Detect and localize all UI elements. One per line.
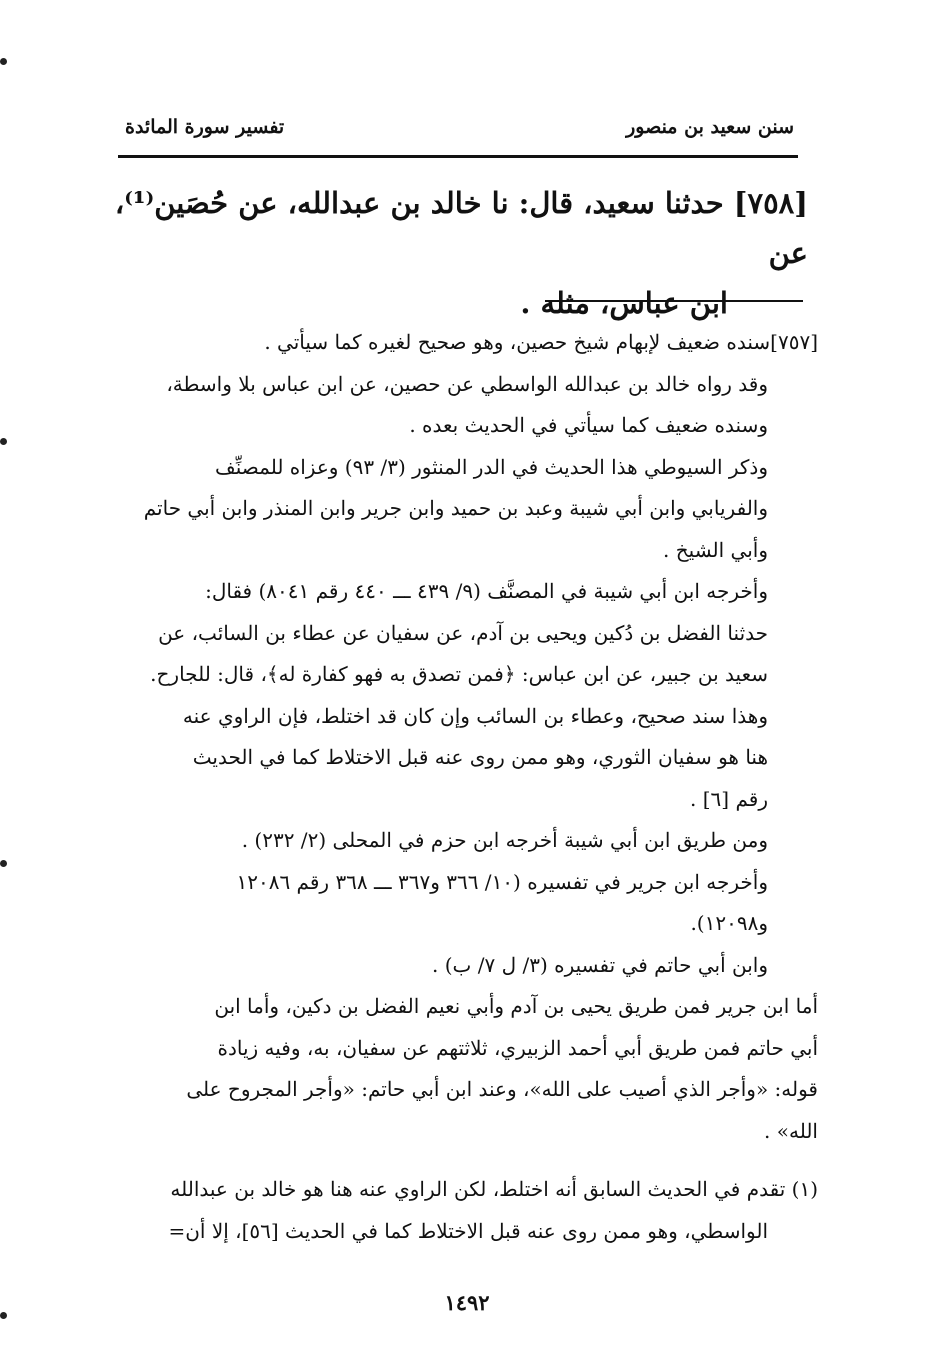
footnote xyxy=(118,1168,818,1252)
note-line: قوله: «وأجر الذي أصيب على الله»، وعند ابن أبي حاتم: «وأجر المجروح على xyxy=(186,1077,818,1101)
scan-mark xyxy=(0,58,7,65)
note-line: وأبي الشيخ . xyxy=(663,537,768,562)
note-line: رقم [٦] . xyxy=(690,786,768,811)
scan-mark xyxy=(0,438,7,445)
scan-mark xyxy=(0,860,7,867)
note-line: ومن طريق ابن أبي شيبة أخرجه ابن حزم في المحلى (٢/ ٢٣٢) . xyxy=(241,828,768,852)
note-line: وهذا سند صحيح، وعطاء بن السائب وإن كان قد اختلط، فإن الراوي عنه xyxy=(182,703,768,728)
book-title: سنن سعيد بن منصور xyxy=(626,116,794,138)
section-title: تفسير سورة المائدة xyxy=(125,116,285,138)
note-line: أبي حاتم فمن طريق أبي أحمد الزبيري، ثلاثتهم عن سفيان، به، وفيه زيادة xyxy=(217,1035,818,1060)
note-line: و١٢٠٩٨). xyxy=(690,911,768,935)
footnote-separator xyxy=(545,300,803,302)
note-line: أما ابن جرير فمن طريق يحيى بن آدم وأبي نعيم الفضل بن دكين، وأما ابن xyxy=(214,994,818,1018)
note-line: هنا هو سفيان الثوري، وهو ممن روى عنه قبل الاختلاط كما في الحديث xyxy=(192,745,768,769)
commentary-notes xyxy=(118,322,818,1152)
hadith-line: ابن عباس، مثله . xyxy=(520,286,728,320)
note-line: سعيد بن جبير، عن ابن عباس: ﴿فمن تصدق به فهو كفارة له﴾، قال: للجارح. xyxy=(150,662,768,686)
note-line: وقد رواه خالد بن عبدالله الواسطي عن حصين، عن ابن عباس بلا واسطة، xyxy=(166,371,768,396)
footnote-line: الواسطي، وهو ممن روى عنه قبل الاختلاط كما في الحديث [٥٦]، إلا أن= xyxy=(168,1219,768,1243)
hadith-text xyxy=(108,178,808,328)
note-line: وذكر السيوطي هذا الحديث في الدر المنثور (٣/ ٩٣) وعزاه للمصنِّف xyxy=(215,454,768,479)
page-number: ١٤٩٢ xyxy=(444,1290,490,1315)
hadith-line: [٧٥٨] حدثنا سعيد، قال: نا خالد بن عبدالله، عن حُصَين⁽¹⁾، عن xyxy=(114,186,808,270)
note-line: حدثنا الفضل بن دُكين ويحيى بن آدم، عن سفيان عن عطاء بن السائب، عن xyxy=(158,620,768,645)
note-line: الله» . xyxy=(764,1118,818,1143)
note-line: [٧٥٧]سنده ضعيف لإبهام شيخ حصين، وهو صحيح لغيره كما سيأتي . xyxy=(264,330,818,354)
footnote-line: (١) تقدم في الحديث السابق أنه اختلط، لكن الراوي عنه هنا هو خالد بن عبدالله xyxy=(170,1177,818,1201)
note-line: وأخرجه ابن أبي شيبة في المصنَّف (٩/ ٤٣٩ ـــ ٤٤٠ رقم ٨٠٤١) فقال: xyxy=(205,579,768,603)
header-rule xyxy=(118,155,798,158)
note-line: وابن أبي حاتم في تفسيره (٣/ ل ٧/ ب) . xyxy=(432,952,768,977)
note-line: وسنده ضعيف كما سيأتي في الحديث بعده . xyxy=(409,413,768,437)
note-line: والفريابي وابن أبي شيبة وعبد بن حميد وابن جرير وابن المنذر وابن أبي حاتم xyxy=(143,496,768,520)
note-line: وأخرجه ابن جرير في تفسيره (١٠/ ٣٦٦ و٣٦٧ ـــ ٣٦٨ رقم ١٢٠٨٦ xyxy=(236,869,768,894)
